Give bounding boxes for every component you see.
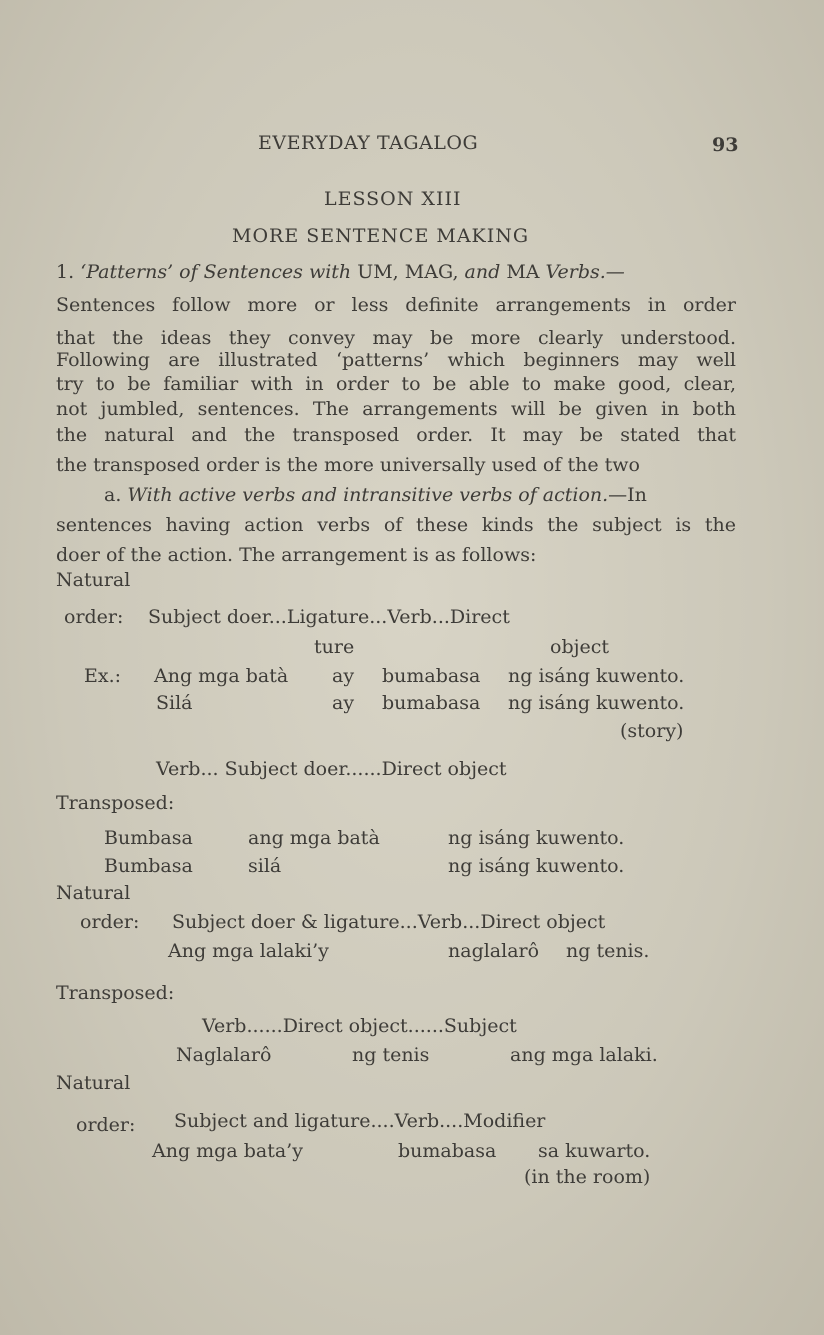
transposed-formula: Verb... Subject doer......Direct object [156, 758, 507, 780]
lesson-title: MORE SENTENCE MAKING [232, 225, 530, 247]
section-title-part: ‘Patterns’ of Sentences with [80, 261, 352, 283]
paragraph-line: that the ideas they convey may be more clearly understood. [56, 327, 736, 349]
example-object: ng isáng kuwento. [508, 665, 685, 687]
example-label: Ex.: [84, 665, 122, 687]
order-label: order: [80, 911, 140, 933]
natural-label: Natural [56, 569, 131, 591]
paragraph-line: the natural and the transposed order. It may be stated that [56, 424, 736, 446]
lesson-number: LESSON XIII [324, 188, 462, 210]
example-subject: Ang mga lalaki’y [168, 940, 329, 962]
transposed-subject: ang mga batà [248, 827, 380, 849]
subsection-a-heading [104, 486, 738, 505]
example-verb: bumabasa [382, 692, 481, 714]
pattern-formula-cont: ture [314, 636, 355, 658]
transposed-subject: ang mga lalaki. [510, 1044, 658, 1066]
transposed-label: Transposed: [56, 982, 175, 1004]
transposed-verb: Naglalarô [176, 1044, 272, 1066]
example-ligature: ay [332, 692, 355, 714]
transposed-label: Transposed: [56, 792, 175, 814]
transposed-verb: Bumbasa [104, 855, 193, 877]
example-subject: Ang mga batà [154, 665, 289, 687]
gloss: (story) [620, 720, 684, 742]
paragraph-line: try to be familiar with in order to be able to make good, clear, [56, 373, 736, 395]
pattern-formula: Subject doer...Ligature...Verb...Direct [148, 606, 510, 628]
transposed-object: ng tenis [352, 1044, 430, 1066]
section-title-part: Verbs.— [545, 261, 625, 283]
pattern-formula-cont: object [550, 636, 610, 658]
section-title-part: and [464, 261, 501, 283]
example-object: ng isáng kuwento. [508, 692, 685, 714]
pattern-formula: Subject doer & ligature...Verb...Direct object [172, 911, 606, 933]
paragraph-line: sentences having action verbs of these kinds the subject is the [56, 514, 736, 536]
pattern-formula: Subject and ligature....Verb....Modifier [174, 1110, 546, 1132]
paragraph-line: not jumbled, sentences. The arrangements will be given in both [56, 398, 736, 420]
transposed-object: ng isáng kuwento. [448, 855, 625, 877]
paragraph-line: doer of the action. The arrangement is as follows: [56, 544, 537, 566]
example-verb: bumabasa [398, 1140, 497, 1162]
example-object: sa kuwarto. [538, 1140, 651, 1162]
natural-label: Natural [56, 882, 131, 904]
section-number: 1. [56, 261, 75, 283]
example-subject: Ang mga bata’y [152, 1140, 303, 1162]
paragraph-line: Following are illustrated ‘patterns’ which beginners may well [56, 349, 736, 371]
transposed-object: ng isáng kuwento. [448, 827, 625, 849]
subsection-title: With active verbs and intransitive verbs of action. [127, 484, 609, 506]
example-ligature: ay [332, 665, 355, 687]
example-verb: bumabasa [382, 665, 481, 687]
order-label: order: [76, 1114, 136, 1136]
paragraph-line: the transposed order is the more universally used of the two [56, 454, 640, 476]
order-label: order: [64, 606, 124, 628]
section-1-heading [56, 263, 736, 282]
natural-label: Natural [56, 1072, 131, 1094]
subsection-dash: —In [608, 484, 647, 506]
transposed-subject: silá [248, 855, 282, 877]
transposed-formula: Verb......Direct object......Subject [202, 1015, 517, 1037]
section-title-part: MA [506, 261, 540, 283]
example-verb: naglalarô [448, 940, 540, 962]
example-object: ng tenis. [566, 940, 650, 962]
example-subject: Silá [156, 692, 193, 714]
subsection-letter: a. [104, 484, 122, 506]
running-title: EVERYDAY TAGALOG [258, 132, 479, 154]
section-title-part: UM, MAG, [357, 261, 459, 283]
gloss: (in the room) [524, 1166, 651, 1188]
page-number: 93 [712, 134, 739, 156]
transposed-verb: Bumbasa [104, 827, 193, 849]
paragraph-line: Sentences follow more or less definite arrangements in order [56, 294, 736, 316]
